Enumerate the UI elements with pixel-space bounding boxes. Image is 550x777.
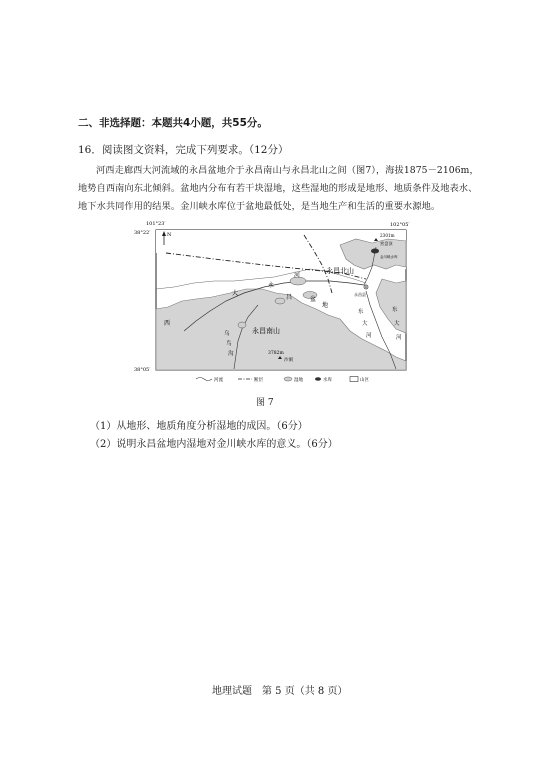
legend-fault-label: 断层 <box>254 378 263 383</box>
label-peak-south-name: 沙洞 <box>284 358 293 363</box>
label-reservoir: 金川峡水库 <box>380 255 398 259</box>
label-river-he: 河 <box>294 272 301 279</box>
label-basin-3: 盆 <box>310 296 317 303</box>
label-wuniao-3: 沟 <box>228 351 234 357</box>
paragraph-line: 地势自西南向东北倾斜。盆地内分布有若干块湿地，这些湿地的形成是地形、地质条件及地表水、 <box>78 183 478 194</box>
question-title: 16．阅读图文资料，完成下列要求。（12分） <box>78 144 289 156</box>
label-dongda1-1: 东 <box>358 309 364 315</box>
label-basin-1: 永 <box>268 282 275 289</box>
figure-7-map <box>134 221 416 387</box>
legend-mountain-icon <box>350 377 358 382</box>
label-county: 永昌县 <box>354 292 366 297</box>
label-nanshan: 永昌南山 <box>252 327 280 335</box>
label-dongda2-1: 东 <box>392 307 398 313</box>
paragraph-line: 河西走廊西大河流域的永昌盆地介于永昌南山与永昌北山之间（图7），海拔1875－2106m， <box>96 165 479 176</box>
lat-top-label: 38°22′ <box>134 230 151 236</box>
wetland-patch <box>238 322 246 328</box>
paragraph-line: 地下水共同作用的结果。金川峡水库位于盆地最低处，是当地生产和生活的重要水源地。 <box>78 201 441 212</box>
legend-mountain-label: 山区 <box>360 378 369 383</box>
county-town-dot <box>365 286 367 288</box>
label-peak-north-elev: 2301m <box>380 233 395 238</box>
legend-river-icon <box>196 378 212 381</box>
label-dongda1-2: 大 <box>362 321 368 327</box>
label-dongda1-3: 河 <box>366 333 372 339</box>
subquestion-2: （2）说明永昌盆地内湿地对金川峡水库的意义。（6分） <box>90 439 338 450</box>
legend-wetland-label: 湿地 <box>294 378 303 383</box>
legend-wetland-icon <box>284 377 292 381</box>
label-wuniao-1: 乌 <box>224 331 230 337</box>
label-dongda2-3: 河 <box>396 335 402 341</box>
question-paragraph <box>78 162 478 216</box>
label-river-da: 大 <box>232 290 239 297</box>
legend-river-label: 河流 <box>214 378 223 383</box>
label-basin-2: 昌 <box>286 294 293 301</box>
label-river-xi: 西 <box>164 320 171 327</box>
label-peak-north-name: 营盘顶 <box>380 241 393 246</box>
label-beishan: 永昌北山 <box>326 267 354 275</box>
label-basin-4: 地 <box>322 302 329 309</box>
legend-reservoir-label: 水库 <box>323 378 332 383</box>
label-wuniao-2: 鸟 <box>226 341 232 347</box>
wetland-patch <box>275 298 285 304</box>
page-footer: 地理试题 第 5 页（共 8 页） <box>212 686 348 697</box>
subquestion-1: （1）从地形、地质角度分析湿地的成因。（6分） <box>90 421 308 432</box>
legend-reservoir-icon <box>315 377 321 381</box>
map-legend <box>196 376 369 383</box>
lon-left-label: 101°23′ <box>146 221 166 227</box>
reservoir-marker <box>371 249 379 254</box>
lat-bottom-label: 38°05′ <box>134 367 151 373</box>
label-dongda2-2: 大 <box>394 321 400 327</box>
figure-caption: 图 7 <box>256 398 274 408</box>
label-peak-south-elev: 3782m <box>268 351 284 356</box>
section-heading: 二、非选择题：本题共4小题，共55分。 <box>78 117 268 129</box>
north-label: N <box>167 232 172 238</box>
lon-right-label: 102°05′ <box>390 222 410 228</box>
